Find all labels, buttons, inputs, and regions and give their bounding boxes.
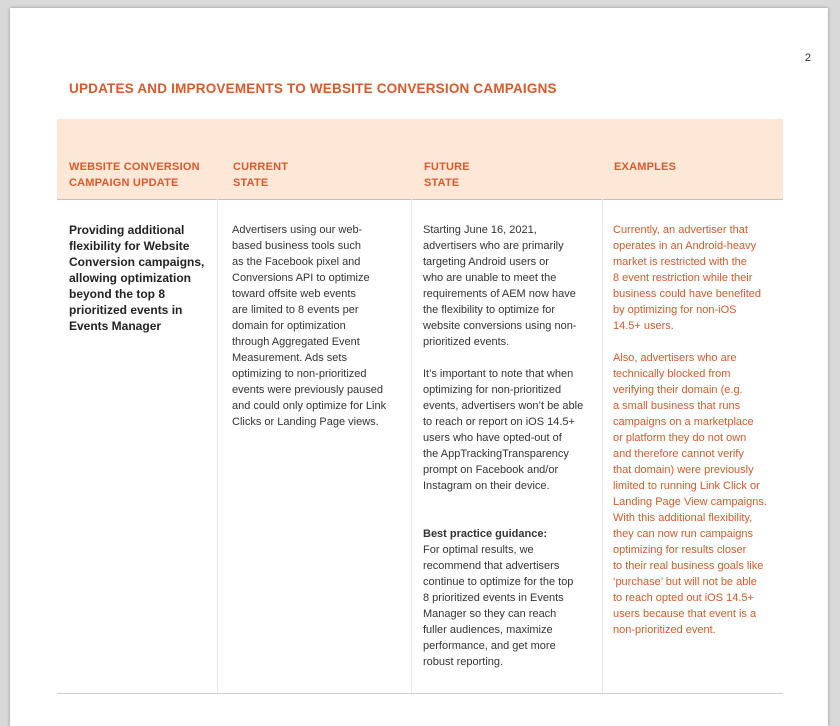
examples-paragraph: Currently, an advertiser that operates in an Android-heavy market is restricted with the 8 event restriction while their business could have benefited by optimizing for non-iOS 14.5+ users. [613,224,761,332]
best-practice-heading: Best practice guidance: [423,528,548,540]
column-header-line: CURRENT [233,161,289,173]
table-bottom-rule [57,693,783,694]
update-text: Providing additional flexibility for Website Conversion campaigns, allowing optimization beyond the top 8 prioritized events in Events Manager [69,223,205,333]
column-header-line: STATE [424,177,460,189]
column-header-update [69,159,200,191]
cell-update [69,222,215,334]
examples-paragraph: Also, advertisers who are technically blocked from verifying their domain (e.g. a small business that runs campaigns on a marketplace or platform they do not own and therefore cannot verify that domain) were previously limited to running Link Click or Landing Page View campaigns. With this additional flexibility, they can now run campaigns optimizing for results closer to their real business goals like ‘purchase’ but will not be able to reach opted out iOS 14.5+ users because that event is a non-prioritized event. [613,352,767,636]
column-header-line: FUTURE [424,161,470,173]
column-header-line: EXAMPLES [614,161,677,173]
page-number: 2 [804,52,811,64]
column-divider [411,199,412,693]
best-practice-text: For optimal results, we recommend that advertisers continue to optimize for the top 8 prioritized events in Events Manager so they can reach fuller audiences, maximize performance, and get more robust reporting. [423,544,574,668]
future-state-paragraph: Starting June 16, 2021, advertisers who are primarily targeting Android users or who are unable to meet the requirements of AEM now have the flexibility to optimize for website conversions using non- prioritized events. [423,224,577,348]
column-header-line: CAMPAIGN UPDATE [69,177,179,189]
current-state-text: Advertisers using our web- based business tools such as the Facebook pixel and Conversions API to optimize toward offsite web events are limited to 8 events per domain for optimization through Aggregated Event Measurement. Ads sets optimizing to non-prioritized events were previously paused and could only optimize for Link Clicks or Landing Page views. [232,224,387,428]
column-divider [217,199,218,693]
future-state-paragraph: It’s important to note that when optimizing for non-prioritized events, advertisers won’t be able to reach or report on iOS 14.5+ users who have opted-out of the AppTrackingTransparency prompt on Facebook and/or Instagram on their device. [423,368,584,492]
column-header-current-state [233,159,288,191]
column-header-line: WEBSITE CONVERSION [69,161,200,173]
cell-future-state [423,222,601,670]
page-title: UPDATES AND IMPROVEMENTS TO WEBSITE CONVERSION CAMPAIGNS [69,81,557,96]
document-page [10,8,828,726]
column-header-future-state [424,159,470,191]
cell-examples [613,222,785,638]
column-header-examples [614,159,676,175]
cell-current-state [232,222,410,430]
column-divider [602,199,603,693]
column-header-line: STATE [233,177,269,189]
